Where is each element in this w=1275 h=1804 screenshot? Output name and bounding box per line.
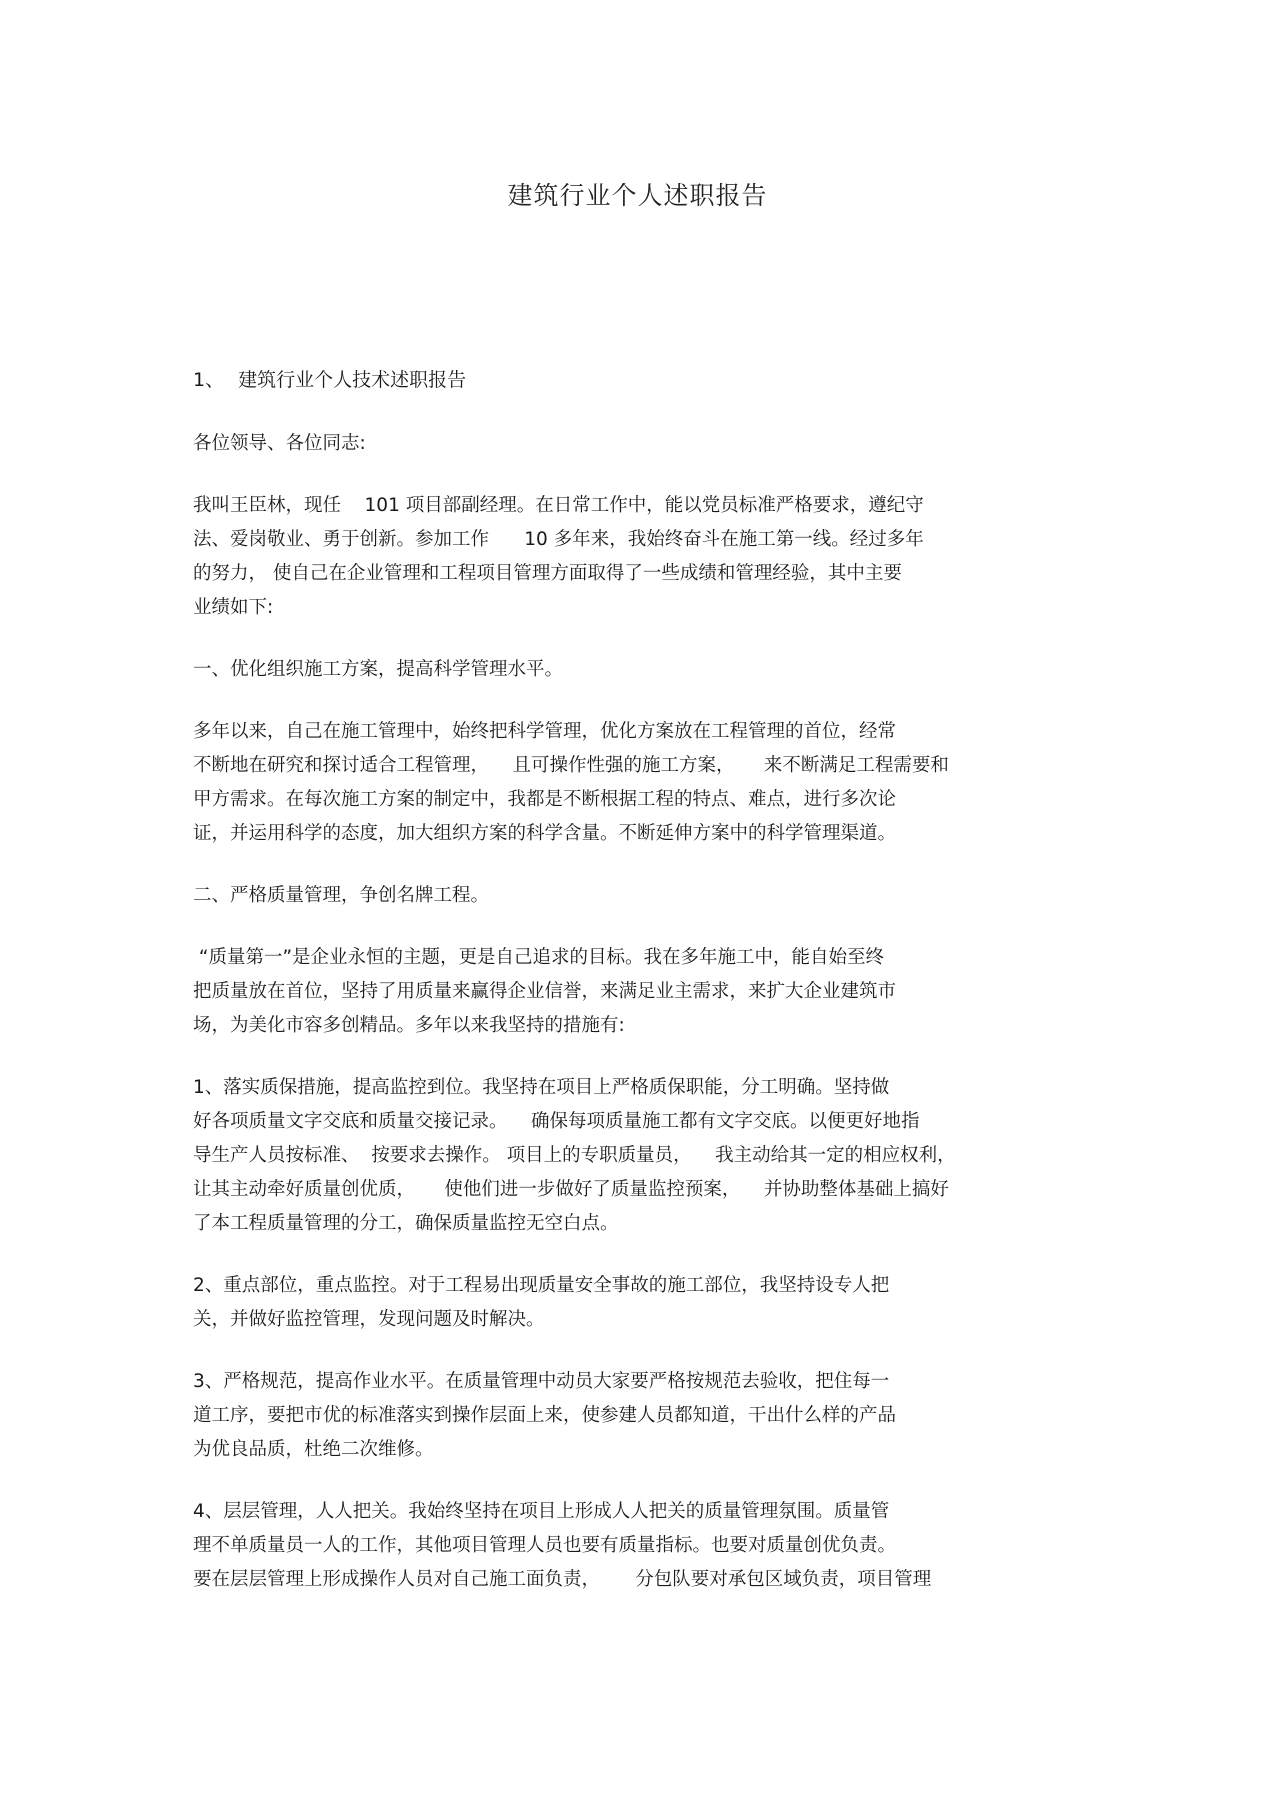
- text-line: 理不单质量员一人的工作，其他项目管理人员也要有质量指标。也要对质量创优负责。: [193, 1535, 897, 1556]
- text-line: 甲方需求。在每次施工方案的制定中，我都是不断根据工程的特点、难点，进行多次论: [193, 789, 897, 810]
- section-number: 1、: [193, 369, 225, 391]
- text-line: 要在层层管理上形成操作人员对自己施工面负责， 分包队要对承包区域负责，项目管理: [193, 1569, 932, 1590]
- text-line: 证，并运用科学的态度，加大组织方案的科学含量。不断延伸方案中的科学管理渠道。: [193, 823, 897, 844]
- paragraph-point2-body: [193, 941, 1073, 1043]
- paragraph-point1-heading: [193, 653, 1073, 687]
- salutation: 各位领导、各位同志:: [193, 433, 366, 454]
- paragraph-measure3: [193, 1365, 1073, 1467]
- text-line: 业绩如下:: [193, 597, 274, 618]
- text-line: 2、重点部位，重点监控。对于工程易出现质量安全事故的施工部位，我坚持设专人把: [193, 1275, 890, 1296]
- section-title: 建筑行业个人技术述职报告: [238, 369, 467, 391]
- text-line: 道工序，要把市优的标准落实到操作层面上来，使参建人员都知道，干出什么样的产品: [193, 1405, 897, 1426]
- text-line: 了本工程质量管理的分工，确保质量监控无空白点。: [193, 1213, 619, 1234]
- paragraph-intro: [193, 489, 1073, 625]
- text-line: 为优良品质，杜绝二次维修。: [193, 1439, 434, 1460]
- spacer: [193, 687, 1073, 715]
- text-line: 3、严格规范，提高作业水平。在质量管理中动员大家要严格按规范去验收，把住每一: [193, 1371, 890, 1392]
- spacer: [193, 1241, 1073, 1269]
- spacer: [193, 625, 1073, 653]
- spacer: [193, 913, 1073, 941]
- text-line: 4、层层管理，人人把关。我始终坚持在项目上形成人人把关的质量管理氛围。质量管: [193, 1501, 890, 1522]
- spacer: [193, 1043, 1073, 1071]
- spacer: [193, 1337, 1073, 1365]
- text-line: 导生产人员按标准、 按要求去操作。 项目上的专职质量员， 我主动给其一定的相应权利，: [193, 1145, 956, 1166]
- paragraph-measure2: [193, 1269, 1073, 1337]
- paragraph-measure4: [193, 1495, 1073, 1597]
- text-line: 多年以来，自己在施工管理中，始终把科学管理，优化方案放在工程管理的首位，经常: [193, 721, 897, 742]
- document-body: [193, 363, 1073, 1597]
- document-title: 建筑行业个人述职报告: [507, 181, 768, 210]
- text-line: 二、严格质量管理，争创名牌工程。: [193, 885, 490, 906]
- text-line: 我叫王臣林，现任 101 项目部副经理。在日常工作中，能以党员标准严格要求，遵纪守: [193, 495, 924, 516]
- paragraph-measure1: [193, 1071, 1073, 1241]
- text-line: 1、落实质保措施，提高监控到位。我坚持在项目上严格质保职能，分工明确。坚持做: [193, 1077, 890, 1098]
- text-line: 场，为美化市容多创精品。多年以来我坚持的措施有:: [193, 1015, 625, 1036]
- spacer: [193, 397, 1073, 427]
- text-line: 关，并做好监控管理，发现问题及时解决。: [193, 1309, 545, 1330]
- section-heading: [193, 363, 1073, 397]
- paragraph-point1-body: [193, 715, 1073, 851]
- text-line: 不断地在研究和探讨适合工程管理， 且可操作性强的施工方案， 来不断满足工程需要和: [193, 755, 949, 776]
- text-line: 把质量放在首位，坚持了用质量来赢得企业信誉，来满足业主需求，来扩大企业建筑市: [193, 981, 897, 1002]
- text-line: 好各项质量文字交底和质量交接记录。 确保每项质量施工都有文字交底。以便更好地指: [193, 1111, 920, 1132]
- spacer: [193, 851, 1073, 879]
- spacer: [193, 461, 1073, 489]
- text-line: 一、优化组织施工方案，提高科学管理水平。: [193, 659, 564, 680]
- text-line: 的努力， 使自己在企业管理和工程项目管理方面取得了一些成绩和管理经验，其中主要: [193, 563, 902, 584]
- text-line: 让其主动牵好质量创优质， 使他们进一步做好了质量监控预案， 并协助整体基础上搞好: [193, 1179, 949, 1200]
- paragraph-point2-heading: [193, 879, 1073, 913]
- text-line: 法、爱岗敬业、勇于创新。参加工作 10 多年来，我始终奋斗在施工第一线。经过多年: [193, 529, 924, 550]
- text-line: “质量第一”是企业永恒的主题，更是自己追求的目标。我在多年施工中，能自始至终: [193, 947, 885, 968]
- spacer: [193, 1467, 1073, 1495]
